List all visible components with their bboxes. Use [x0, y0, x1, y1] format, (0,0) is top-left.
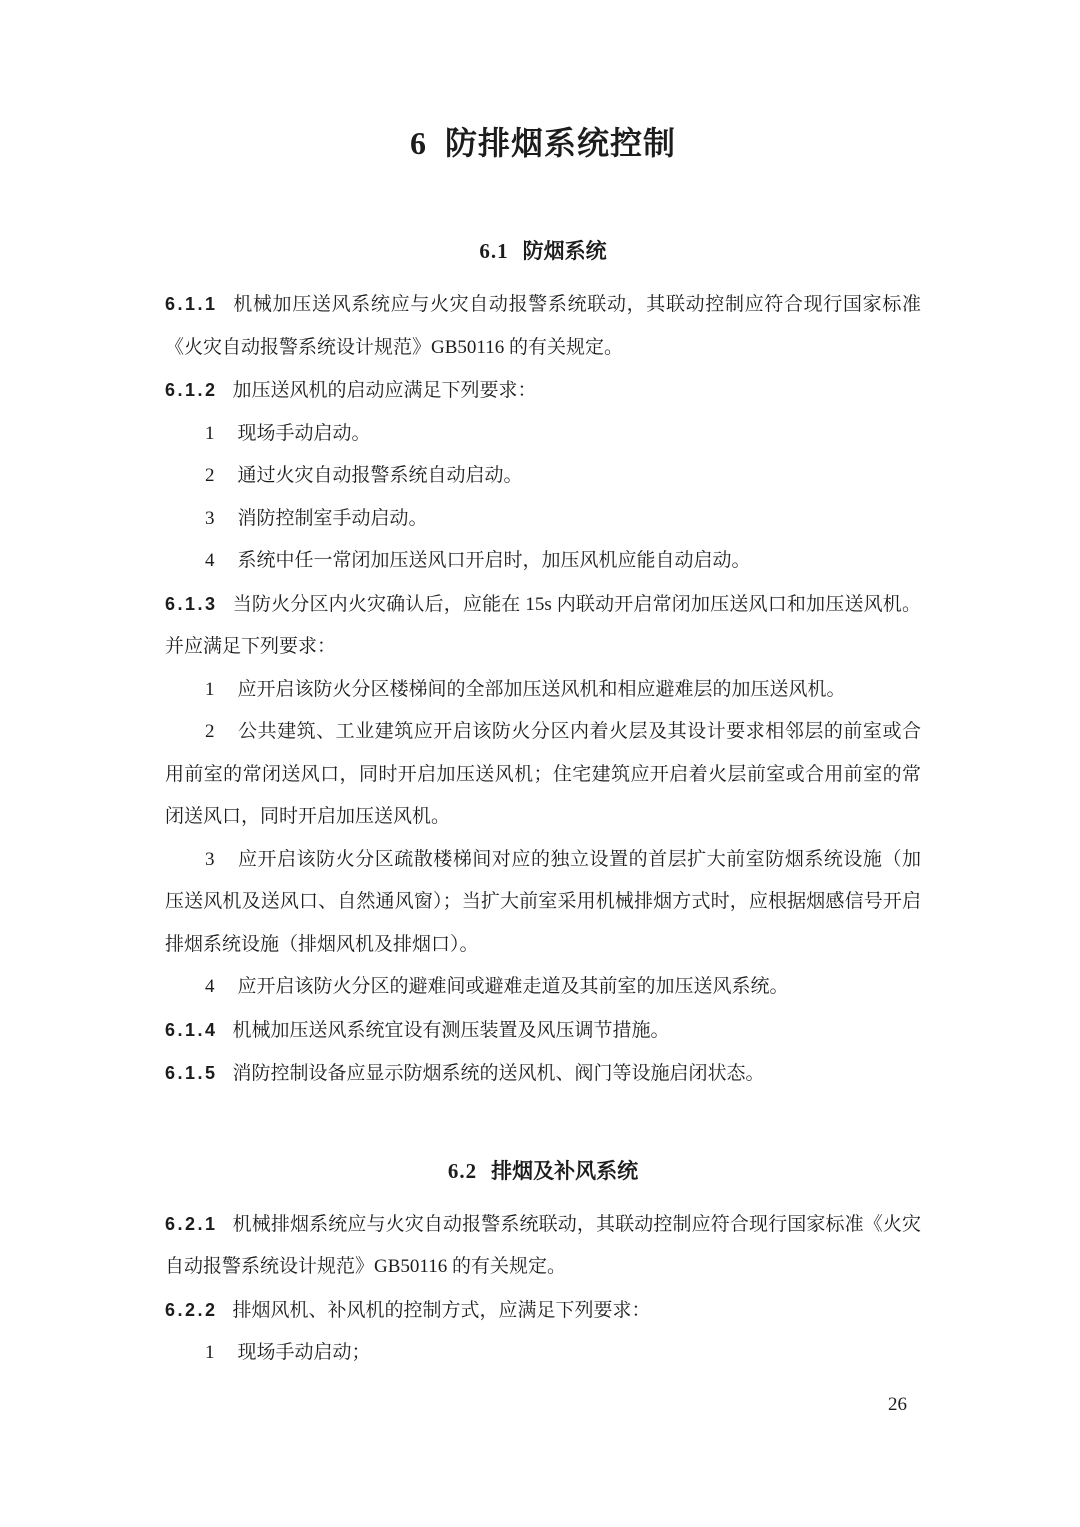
section-heading	[165, 236, 921, 266]
clause-text: 机械排烟系统应与火灾自动报警系统联动，其联动控制应符合现行国家标准《火灾自动报警系统设计规范》GB50116 的有关规定。	[165, 1213, 921, 1277]
list-item	[165, 966, 921, 1009]
list-item	[165, 1332, 921, 1375]
section-heading	[165, 1156, 921, 1186]
clause-number: 6.2.2	[165, 1299, 218, 1320]
item-text: 应开启该防火分区的避难间或避难走道及其前室的加压送风系统。	[237, 976, 789, 997]
section-title: 防烟系统	[522, 239, 607, 263]
item-number: 1	[205, 678, 215, 700]
clause-paragraph	[165, 1203, 921, 1289]
document-content	[165, 0, 921, 1375]
clause-number: 6.1.5	[165, 1063, 218, 1083]
section-title: 排烟及补风系统	[491, 1158, 639, 1183]
list-item	[165, 498, 921, 541]
chapter-number: 6	[409, 125, 427, 161]
section	[165, 1156, 921, 1375]
item-number: 2	[205, 721, 215, 742]
item-text: 通过火灾自动报警系统自动启动。	[237, 465, 523, 486]
clause-text: 排烟风机、补风机的控制方式，应满足下列要求：	[232, 1299, 651, 1321]
item-number: 1	[205, 422, 215, 444]
item-text: 应开启该防火分区楼梯间的全部加压送风机和相应避难层的加压送风机。	[237, 678, 846, 700]
item-number: 1	[205, 1342, 215, 1363]
clause-number: 6.1.3	[165, 593, 218, 614]
chapter-title-text: 防排烟系统控制	[444, 125, 676, 161]
clause-paragraph	[165, 283, 921, 369]
item-text: 系统中任一常闭加压送风口开启时，加压风机应能自动启动。	[237, 550, 751, 571]
section-paragraphs	[165, 1203, 921, 1375]
clause-number: 6.2.1	[165, 1213, 218, 1234]
item-number: 2	[205, 465, 215, 486]
item-number: 3	[205, 507, 215, 529]
clause-paragraph	[165, 583, 921, 669]
section	[165, 236, 921, 1096]
page-number: 26	[888, 1394, 907, 1415]
item-text: 消防控制室手动启动。	[237, 507, 428, 529]
clause-text: 当防火分区内火灾确认后，应能在 15s 内联动开启常闭加压送风口和加压送风机。并应满足下列要求：	[165, 593, 921, 657]
list-item	[165, 711, 921, 839]
sections-container	[165, 236, 921, 1375]
clause-number: 6.1.1	[165, 294, 218, 314]
list-item	[165, 455, 921, 498]
item-number: 4	[205, 976, 215, 997]
chapter-title	[165, 0, 921, 164]
list-item	[165, 540, 921, 583]
clause-text: 机械加压送风系统应与火灾自动报警系统联动，其联动控制应符合现行国家标准《火灾自动报警系统设计规范》GB50116 的有关规定。	[165, 294, 921, 358]
section-number: 6.1	[479, 239, 509, 263]
clause-paragraph	[165, 369, 921, 413]
section-paragraphs	[165, 283, 921, 1096]
item-number: 4	[205, 550, 215, 571]
item-text: 应开启该防火分区疏散楼梯间对应的独立设置的首层扩大前室防烟系统设施（加压送风机及送风口、自然通风窗）；当扩大前室采用机械排烟方式时，应根据烟感信号开启排烟系统设施（排烟风机及排烟口）。	[165, 848, 921, 955]
list-item	[165, 669, 921, 712]
list-item	[165, 839, 921, 967]
clause-number: 6.1.2	[165, 380, 218, 400]
clause-paragraph	[165, 1289, 921, 1333]
clause-text: 消防控制设备应显示防烟系统的送风机、阀门等设施启闭状态。	[232, 1063, 765, 1084]
clause-text: 机械加压送风系统宜设有测压装置及风压调节措施。	[232, 1019, 670, 1041]
clause-number: 6.1.4	[165, 1019, 218, 1040]
item-text: 现场手动启动。	[237, 422, 371, 444]
section-number: 6.2	[447, 1158, 478, 1183]
item-text: 现场手动启动；	[237, 1342, 371, 1363]
item-number: 3	[205, 848, 215, 870]
clause-text: 加压送风机的启动应满足下列要求：	[232, 380, 537, 401]
item-text: 公共建筑、工业建筑应开启该防火分区内着火层及其设计要求相邻层的前室或合用前室的常闭送风口，同时开启加压送风机；住宅建筑应开启着火层前室或合用前室的常闭送风口，同时开启加压送风机。	[165, 721, 921, 827]
clause-paragraph	[165, 1052, 921, 1096]
clause-paragraph	[165, 1009, 921, 1053]
list-item	[165, 413, 921, 456]
